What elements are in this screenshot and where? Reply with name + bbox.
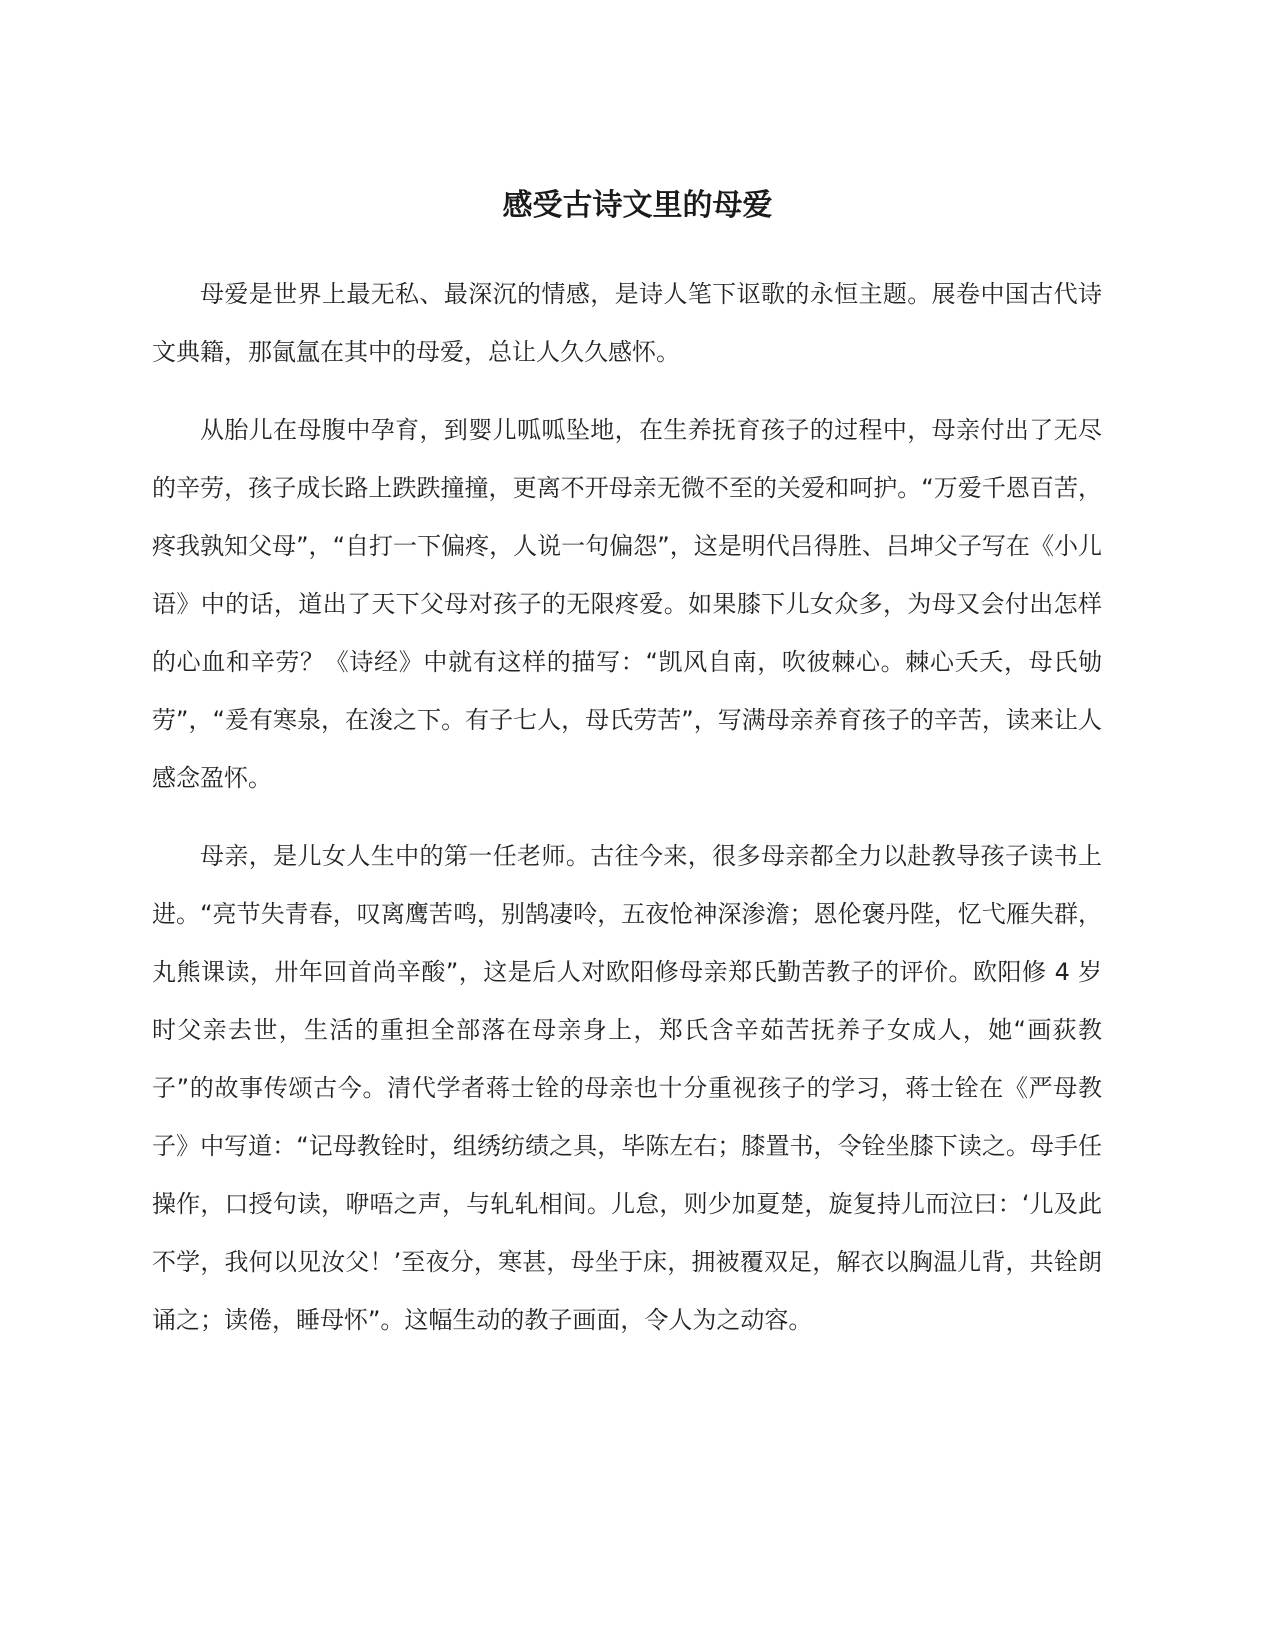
paragraph-nurturing: 从胎儿在母腹中孕育，到婴儿呱呱坠地，在生养抚育孩子的过程中，母亲付出了无尽的辛劳，孩子成长路上跌跌撞撞，更离不开母亲无微不至的关爱和呵护。“万爱千恩百苦，疼我孰知父母”，“自打一下偏疼，人说一句偏怨”，这是明代吕得胜、吕坤父子写在《小儿语》中的话，道出了天下父母对孩子的无限疼爱。如果膝下儿女众多，为母又会付出怎样的心血和辛劳？《诗经》中就有这样的描写：“凯风自南，吹彼棘心。棘心夭夭，母氏劬劳”，“爰有寒泉，在浚之下。有子七人，母氏劳苦”，写满母亲养育孩子的辛苦，读来让人感念盈怀。: [152, 416, 1102, 792]
document-title: 感受古诗文里的母爱: [502, 188, 773, 223]
paragraph-intro: 母爱是世界上最无私、最深沉的情感，是诗人笔下讴歌的永恒主题。展卷中国古代诗文典籍，那氤氲在其中的母爱，总让人久久感怀。: [152, 280, 1102, 366]
paragraph-teaching: 母亲，是儿女人生中的第一任老师。古往今来，很多母亲都全力以赴教导孩子读书上进。“亮节失青春，叹离鹰苦鸣，别鹄凄呤，五夜怆神深渗澹；恩伦褒丹陛，忆弋雁失群，丸熊课读，卅年回首尚辛酸”，这是后人对欧阳修母亲郑氏勤苦教子的评价。欧阳修 4 岁时父亲去世，生活的重担全部落在母亲身上，郑氏含辛茹苦抚养子女成人，她“画荻教子”的故事传颂古今。清代学者蒋士铨的母亲也十分重视孩子的学习，蒋士铨在《严母教子》中写道：“记母教铨时，组绣纺绩之具，毕陈左右；膝置书，令铨坐膝下读之。母手任操作，口授句读，咿唔之声，与轧轧相间。儿怠，则少加夏楚，旋复持儿而泣曰：‘儿及此不学，我何以见汝父！’至夜分，寒甚，母坐于床，拥被覆双足，解衣以胸温儿背，共铨朗诵之；读倦，睡母怀”。这幅生动的教子画面，令人为之动容。: [152, 842, 1102, 1334]
document-body: [152, 265, 1102, 1369]
